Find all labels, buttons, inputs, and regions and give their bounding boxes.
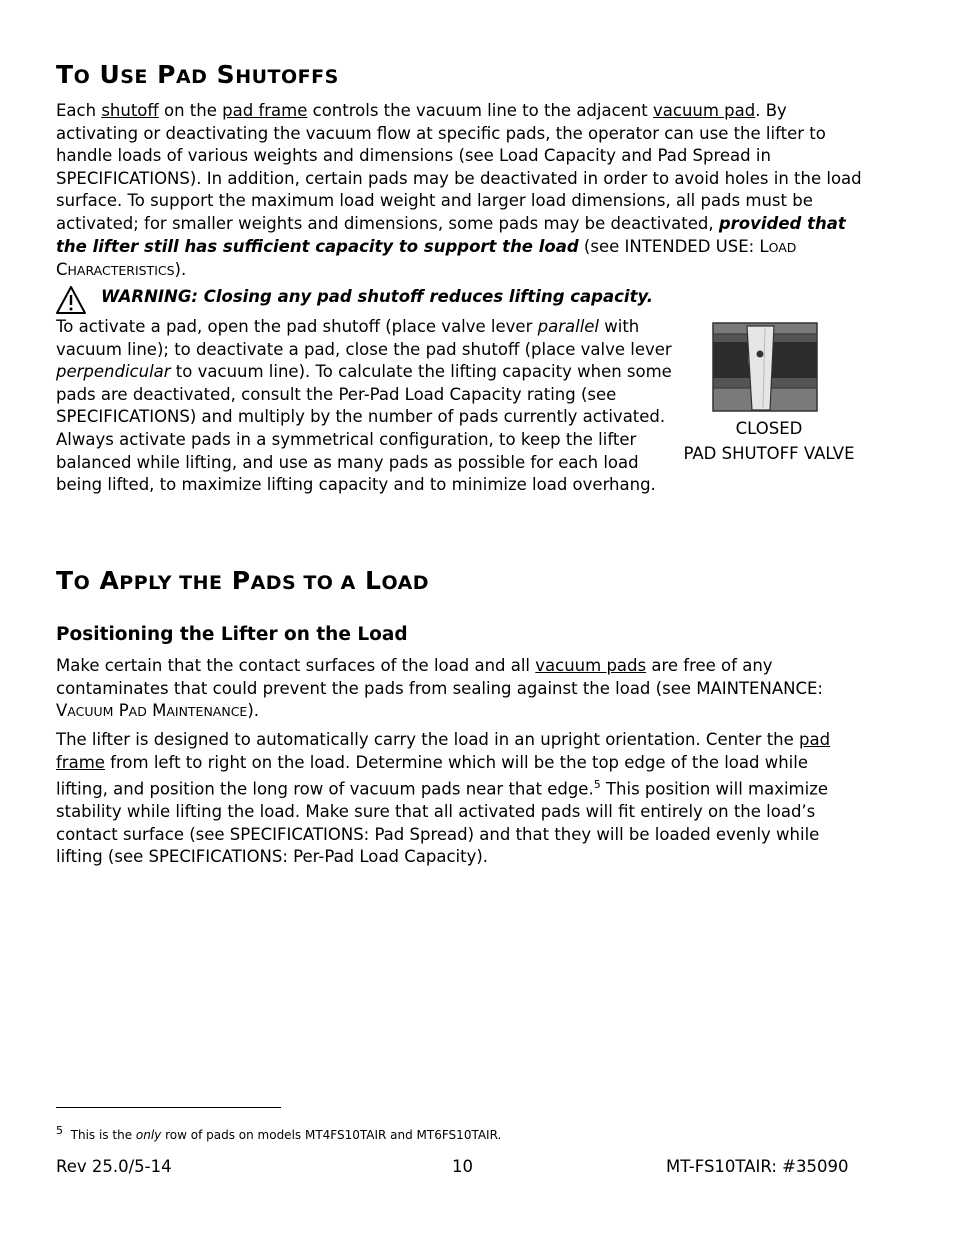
positioning-paragraph-1: Make certain that the contact surfaces of the load and all vacuum pads are free of any contaminates that could prevent the pads from sealing against the load (see MAINTENANCE: VACUUM PAD MAINTENANCE). bbox=[56, 656, 823, 721]
footer-revision: Rev 25.0/5-14 bbox=[56, 1157, 172, 1176]
positioning-paragraph-2: The lifter is designed to automatically carry the load in an upright orientation. Center the pad frame from left to right on the load. Determine which will be the top edge of the load while lifting, and position the long row of vacuum pads near that edge.$^5$ This position will maximize stability while lifting the load. Make sure that all activated pads will fit entirely on the load’s contact surface (see SPECIFICATIONS: Pad Spread) and that they will be loaded evenly while lifting (see SPECIFICATIONS: Per-Pad Load Capacity). bbox=[56, 730, 831, 867]
activate-pad-paragraph: To activate a pad, open the pad shutoff (place valve lever parallel with vacuum line); to deactivate a pad, close the pad shutoff (place valve lever perpendicular to vacuum line). To calculate the lifting capacity when some pads are deactivated, consult the Per-Pad Load Capacity rating (see SPECIFICATIONS) and multiply by the number of pads currently activated. Always activate pads in a symmetrical configuration, to keep the lifter balanced while lifting, and use as many pads as possible for each load being lifted, to maximize lifting capacity and to minimize load overhang. bbox=[56, 317, 672, 495]
closed-pad-shutoff-valve-image bbox=[712, 322, 818, 412]
subheading-positioning: Positioning the Lifter on the Load bbox=[56, 624, 408, 645]
shutoff-term: shutoff bbox=[101, 101, 159, 120]
footnote: $^5$ This is the only row of pads on models MT4FS10TAIR and MT6FS10TAIR. bbox=[56, 1124, 502, 1142]
section-title-use-pad-shutoffs: TO USE PAD SHUTOFFS bbox=[56, 60, 339, 89]
shutoffs-intro-paragraph: Each shutoff on the pad frame controls the vacuum line to the adjacent vacuum pad. By activating or deactivating the vacuum flow at specific pads, the operator can use the lifter to handle loads of various weights and dimensions (see Load Capacity and Pad Spread in SPECIFICATIONS). In addition, certain pads may be deactivated in order to avoid holes in the load surface. To support the maximum load weight and larger load dimensions, all pads must be activated; for smaller weights and dimensions, some pads may be deactivated, provided that the lifter still has sufficient capacity to support the load (see INTENDED USE: LOAD CHARACTERISTICS). bbox=[56, 101, 862, 280]
pad-frame-term: pad frame bbox=[222, 101, 308, 120]
footer-document-id: MT-FS10TAIR: #35090 bbox=[666, 1157, 849, 1176]
vacuum-pad-term: vacuum pad bbox=[653, 101, 756, 120]
valve-caption: CLOSED PAD SHUTOFF VALVE bbox=[683, 419, 855, 463]
pad-frame-term: pad frame bbox=[56, 730, 831, 772]
warning-text: WARNING: Closing any pad shutoff reduces lifting capacity. bbox=[101, 287, 653, 306]
footnote-divider bbox=[56, 1107, 281, 1108]
warning-triangle-icon bbox=[55, 285, 87, 315]
footer-page-number: 10 bbox=[452, 1157, 473, 1176]
section-title-apply-pads: TO APPLY THE PADS TO A LOAD bbox=[56, 566, 430, 595]
vacuum-pads-term: vacuum pads bbox=[535, 656, 647, 675]
